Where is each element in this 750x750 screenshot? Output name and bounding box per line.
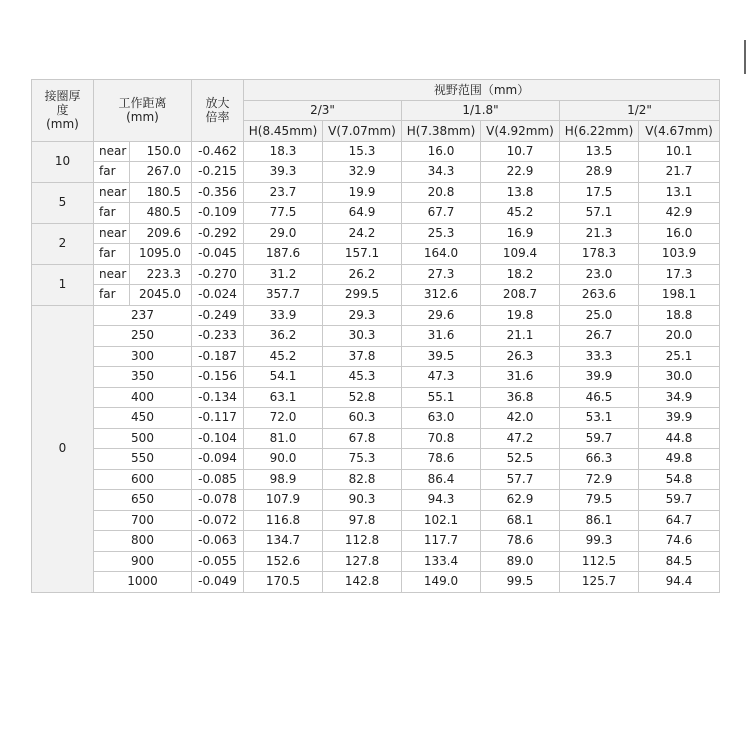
magnification-cell: -0.462 — [192, 141, 244, 162]
fov-value-cell: 23.7 — [244, 182, 323, 203]
fov-value-cell: 90.0 — [244, 449, 323, 470]
working-distance-cell: 550 — [94, 449, 192, 470]
fov-value-cell: 142.8 — [323, 572, 402, 593]
working-distance-cell: 250 — [94, 326, 192, 347]
table-row — [32, 387, 720, 408]
fov-value-cell: 59.7 — [639, 490, 720, 511]
magnification-cell: -0.094 — [192, 449, 244, 470]
fov-value-cell: 98.9 — [244, 469, 323, 490]
fov-value-cell: 45.2 — [244, 346, 323, 367]
near-far-label: far — [94, 162, 130, 183]
fov-value-cell: 18.3 — [244, 141, 323, 162]
table-row — [32, 428, 720, 449]
fov-value-cell: 67.7 — [402, 203, 481, 224]
magnification-cell: -0.063 — [192, 531, 244, 552]
fov-value-cell: 112.8 — [323, 531, 402, 552]
fov-value-cell: 89.0 — [481, 551, 560, 572]
fov-value-cell: 21.1 — [481, 326, 560, 347]
working-distance-cell: 450 — [94, 408, 192, 429]
fov-value-cell: 72.0 — [244, 408, 323, 429]
near-far-label: far — [94, 203, 130, 224]
fov-value-cell: 26.3 — [481, 346, 560, 367]
working-distance-cell: 400 — [94, 387, 192, 408]
ring-header-line3: (mm) — [46, 117, 79, 132]
fov-value-cell: 127.8 — [323, 551, 402, 572]
fov-value-cell: 94.3 — [402, 490, 481, 511]
magnification-cell: -0.134 — [192, 387, 244, 408]
table-row — [32, 244, 720, 265]
fov-value-cell: 25.1 — [639, 346, 720, 367]
fov-value-cell: 36.8 — [481, 387, 560, 408]
magnification-cell: -0.104 — [192, 428, 244, 449]
fov-value-cell: 78.6 — [481, 531, 560, 552]
fov-value-cell: 84.5 — [639, 551, 720, 572]
sensor-header: 1/1.8" — [402, 100, 560, 121]
magnification-cell: -0.045 — [192, 244, 244, 265]
table-row — [32, 141, 720, 162]
fov-value-cell: 63.1 — [244, 387, 323, 408]
working-distance-cell: 350 — [94, 367, 192, 388]
fov-value-cell: 32.9 — [323, 162, 402, 183]
table-row — [32, 305, 720, 326]
working-distance-cell: 500 — [94, 428, 192, 449]
fov-value-cell: 99.3 — [560, 531, 639, 552]
ring-thickness-cell: 0 — [32, 305, 94, 592]
table-row — [32, 551, 720, 572]
fov-value-cell: 19.8 — [481, 305, 560, 326]
table-row — [32, 182, 720, 203]
fov-value-cell: 99.5 — [481, 572, 560, 593]
fov-value-cell: 63.0 — [402, 408, 481, 429]
fov-value-cell: 49.8 — [639, 449, 720, 470]
ring-thickness-cell: 2 — [32, 223, 94, 264]
table-row — [32, 162, 720, 183]
fov-value-cell: 312.6 — [402, 285, 481, 306]
fov-value-cell: 36.2 — [244, 326, 323, 347]
fov-value-cell: 62.9 — [481, 490, 560, 511]
table-row — [32, 346, 720, 367]
fov-value-cell: 42.9 — [639, 203, 720, 224]
working-distance-cell: 223.3 — [130, 264, 192, 285]
table-row — [32, 490, 720, 511]
fov-value-cell: 10.7 — [481, 141, 560, 162]
ring-header-line1: 接圈厚 — [44, 89, 81, 104]
fov-value-cell: 25.0 — [560, 305, 639, 326]
fov-value-cell: 39.9 — [560, 367, 639, 388]
fov-value-cell: 66.3 — [560, 449, 639, 470]
fov-value-cell: 198.1 — [639, 285, 720, 306]
sensor-header: 2/3" — [244, 100, 402, 121]
fov-value-cell: 53.1 — [560, 408, 639, 429]
fov-sub-header: V(4.92mm) — [481, 121, 560, 142]
table-row — [32, 203, 720, 224]
fov-value-cell: 28.9 — [560, 162, 639, 183]
fov-value-cell: 112.5 — [560, 551, 639, 572]
fov-value-cell: 109.4 — [481, 244, 560, 265]
fov-value-cell: 74.6 — [639, 531, 720, 552]
fov-value-cell: 27.3 — [402, 264, 481, 285]
working-distance-cell: 900 — [94, 551, 192, 572]
fov-value-cell: 75.3 — [323, 449, 402, 470]
fov-value-cell: 34.3 — [402, 162, 481, 183]
fov-value-cell: 90.3 — [323, 490, 402, 511]
fov-value-cell: 26.2 — [323, 264, 402, 285]
fov-value-cell: 16.0 — [402, 141, 481, 162]
fov-value-cell: 13.1 — [639, 182, 720, 203]
magnification-cell: -0.072 — [192, 510, 244, 531]
table-row — [32, 326, 720, 347]
fov-value-cell: 10.1 — [639, 141, 720, 162]
fov-value-cell: 86.1 — [560, 510, 639, 531]
fov-value-cell: 16.0 — [639, 223, 720, 244]
fov-value-cell: 30.0 — [639, 367, 720, 388]
fov-value-cell: 103.9 — [639, 244, 720, 265]
fov-value-cell: 79.5 — [560, 490, 639, 511]
fov-value-cell: 117.7 — [402, 531, 481, 552]
fov-value-cell: 208.7 — [481, 285, 560, 306]
fov-value-cell: 77.5 — [244, 203, 323, 224]
table-row — [32, 572, 720, 593]
fov-value-cell: 357.7 — [244, 285, 323, 306]
magnification-cell: -0.187 — [192, 346, 244, 367]
magnification-cell: -0.117 — [192, 408, 244, 429]
table-row — [32, 531, 720, 552]
magnification-cell: -0.292 — [192, 223, 244, 244]
table-row — [32, 264, 720, 285]
fov-value-cell: 22.9 — [481, 162, 560, 183]
fov-value-cell: 57.7 — [481, 469, 560, 490]
table-row — [32, 367, 720, 388]
fov-value-cell: 70.8 — [402, 428, 481, 449]
fov-sub-header: H(8.45mm) — [244, 121, 323, 142]
magnification-cell: -0.049 — [192, 572, 244, 593]
fov-value-cell: 59.7 — [560, 428, 639, 449]
working-distance-cell: 1000 — [94, 572, 192, 593]
magnification-cell: -0.055 — [192, 551, 244, 572]
fov-value-cell: 86.4 — [402, 469, 481, 490]
magnification-cell: -0.156 — [192, 367, 244, 388]
fov-value-cell: 178.3 — [560, 244, 639, 265]
magnification-cell: -0.078 — [192, 490, 244, 511]
mag-header-line2: 倍率 — [205, 110, 230, 125]
near-far-label: far — [94, 285, 130, 306]
fov-value-cell: 299.5 — [323, 285, 402, 306]
fov-value-cell: 37.8 — [323, 346, 402, 367]
fov-value-cell: 39.5 — [402, 346, 481, 367]
working-distance-cell: 300 — [94, 346, 192, 367]
fov-value-cell: 29.0 — [244, 223, 323, 244]
fov-header: 视野范围（mm） — [244, 80, 720, 101]
fov-value-cell: 55.1 — [402, 387, 481, 408]
fov-value-cell: 52.5 — [481, 449, 560, 470]
working-distance-cell: 267.0 — [130, 162, 192, 183]
fov-value-cell: 20.8 — [402, 182, 481, 203]
working-distance-header — [94, 80, 192, 142]
fov-value-cell: 116.8 — [244, 510, 323, 531]
fov-value-cell: 31.6 — [402, 326, 481, 347]
ring-thickness-cell: 5 — [32, 182, 94, 223]
fov-value-cell: 20.0 — [639, 326, 720, 347]
table-row — [32, 223, 720, 244]
fov-value-cell: 24.2 — [323, 223, 402, 244]
fov-value-cell: 47.2 — [481, 428, 560, 449]
fov-value-cell: 39.9 — [639, 408, 720, 429]
working-distance-cell: 180.5 — [130, 182, 192, 203]
mag-header-line1: 放大 — [205, 96, 230, 111]
fov-value-cell: 42.0 — [481, 408, 560, 429]
fov-sub-header: V(4.67mm) — [639, 121, 720, 142]
fov-value-cell: 25.3 — [402, 223, 481, 244]
working-distance-cell: 480.5 — [130, 203, 192, 224]
magnification-cell: -0.270 — [192, 264, 244, 285]
fov-value-cell: 57.1 — [560, 203, 639, 224]
fov-value-cell: 31.2 — [244, 264, 323, 285]
sensor-header: 1/2" — [560, 100, 720, 121]
magnification-cell: -0.024 — [192, 285, 244, 306]
fov-value-cell: 39.3 — [244, 162, 323, 183]
fov-value-cell: 60.3 — [323, 408, 402, 429]
magnification-cell: -0.215 — [192, 162, 244, 183]
fov-value-cell: 13.8 — [481, 182, 560, 203]
fov-value-cell: 13.5 — [560, 141, 639, 162]
working-distance-cell: 600 — [94, 469, 192, 490]
fov-sub-header: H(7.38mm) — [402, 121, 481, 142]
fov-value-cell: 33.9 — [244, 305, 323, 326]
fov-value-cell: 52.8 — [323, 387, 402, 408]
fov-value-cell: 133.4 — [402, 551, 481, 572]
edge-mark — [744, 40, 746, 74]
ring-thickness-header — [32, 80, 94, 142]
fov-value-cell: 17.3 — [639, 264, 720, 285]
fov-value-cell: 45.2 — [481, 203, 560, 224]
wd-header-line1: 工作距离 — [118, 96, 167, 111]
fov-value-cell: 18.8 — [639, 305, 720, 326]
near-far-label: far — [94, 244, 130, 265]
working-distance-cell: 800 — [94, 531, 192, 552]
fov-value-cell: 54.1 — [244, 367, 323, 388]
wd-header-line2: (mm) — [126, 110, 159, 125]
fov-value-cell: 44.8 — [639, 428, 720, 449]
fov-value-cell: 29.6 — [402, 305, 481, 326]
fov-value-cell: 45.3 — [323, 367, 402, 388]
fov-value-cell: 29.3 — [323, 305, 402, 326]
near-far-label: near — [94, 182, 130, 203]
working-distance-cell: 237 — [94, 305, 192, 326]
fov-value-cell: 102.1 — [402, 510, 481, 531]
fov-value-cell: 187.6 — [244, 244, 323, 265]
magnification-cell: -0.109 — [192, 203, 244, 224]
fov-value-cell: 67.8 — [323, 428, 402, 449]
fov-value-cell: 64.7 — [639, 510, 720, 531]
fov-value-cell: 21.3 — [560, 223, 639, 244]
fov-value-cell: 81.0 — [244, 428, 323, 449]
fov-value-cell: 64.9 — [323, 203, 402, 224]
fov-value-cell: 72.9 — [560, 469, 639, 490]
fov-value-cell: 94.4 — [639, 572, 720, 593]
table-body — [32, 141, 720, 592]
fov-value-cell: 149.0 — [402, 572, 481, 593]
magnification-cell: -0.356 — [192, 182, 244, 203]
fov-value-cell: 18.2 — [481, 264, 560, 285]
table-row — [32, 510, 720, 531]
table-row — [32, 285, 720, 306]
ring-header-line2: 度 — [56, 103, 69, 118]
near-far-label: near — [94, 141, 130, 162]
fov-value-cell: 15.3 — [323, 141, 402, 162]
fov-value-cell: 125.7 — [560, 572, 639, 593]
fov-value-cell: 107.9 — [244, 490, 323, 511]
table-row — [32, 449, 720, 470]
fov-value-cell: 78.6 — [402, 449, 481, 470]
fov-value-cell: 68.1 — [481, 510, 560, 531]
fov-value-cell: 164.0 — [402, 244, 481, 265]
fov-value-cell: 33.3 — [560, 346, 639, 367]
fov-value-cell: 263.6 — [560, 285, 639, 306]
magnification-cell: -0.085 — [192, 469, 244, 490]
working-distance-cell: 1095.0 — [130, 244, 192, 265]
near-far-label: near — [94, 223, 130, 244]
fov-value-cell: 54.8 — [639, 469, 720, 490]
ring-thickness-cell: 10 — [32, 141, 94, 182]
table-row — [32, 408, 720, 429]
lens-spec-table — [31, 79, 720, 593]
magnification-cell: -0.249 — [192, 305, 244, 326]
fov-value-cell: 46.5 — [560, 387, 639, 408]
fov-value-cell: 34.9 — [639, 387, 720, 408]
fov-sub-header: V(7.07mm) — [323, 121, 402, 142]
working-distance-cell: 700 — [94, 510, 192, 531]
fov-value-cell: 82.8 — [323, 469, 402, 490]
fov-value-cell: 157.1 — [323, 244, 402, 265]
fov-value-cell: 47.3 — [402, 367, 481, 388]
magnification-cell: -0.233 — [192, 326, 244, 347]
fov-value-cell: 26.7 — [560, 326, 639, 347]
fov-value-cell: 19.9 — [323, 182, 402, 203]
fov-value-cell: 30.3 — [323, 326, 402, 347]
fov-value-cell: 31.6 — [481, 367, 560, 388]
working-distance-cell: 209.6 — [130, 223, 192, 244]
magnification-header — [192, 80, 244, 142]
fov-value-cell: 134.7 — [244, 531, 323, 552]
table-row — [32, 469, 720, 490]
fov-value-cell: 17.5 — [560, 182, 639, 203]
ring-thickness-cell: 1 — [32, 264, 94, 305]
working-distance-cell: 150.0 — [130, 141, 192, 162]
fov-value-cell: 152.6 — [244, 551, 323, 572]
fov-sub-header: H(6.22mm) — [560, 121, 639, 142]
working-distance-cell: 650 — [94, 490, 192, 511]
fov-value-cell: 170.5 — [244, 572, 323, 593]
working-distance-cell: 2045.0 — [130, 285, 192, 306]
fov-value-cell: 21.7 — [639, 162, 720, 183]
near-far-label: near — [94, 264, 130, 285]
fov-value-cell: 97.8 — [323, 510, 402, 531]
fov-value-cell: 16.9 — [481, 223, 560, 244]
fov-value-cell: 23.0 — [560, 264, 639, 285]
